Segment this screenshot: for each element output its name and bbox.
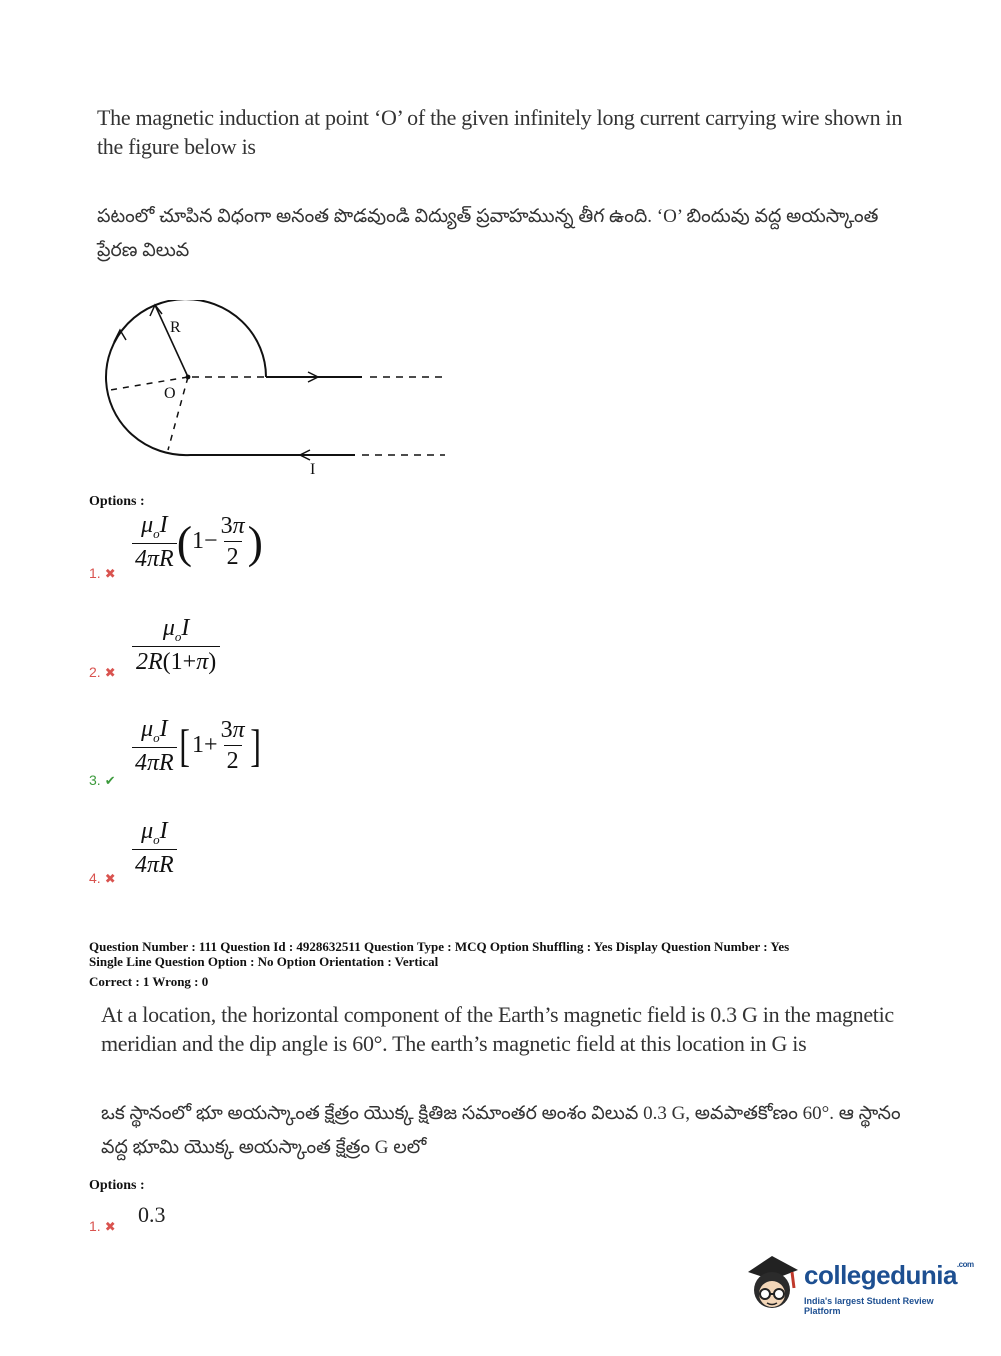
meta-line-1: Question Number : 111 Question Id : 4928632511 Question Type : MCQ Option Shuffling : Yes Display Question Number : Yes: [89, 939, 790, 954]
logo-tagline: India's largest Student Review Platform: [804, 1296, 934, 1316]
meta-line-2: Single Line Question Option : No Option Orientation : Vertical: [89, 954, 439, 969]
meta-line-3: Correct : 1 Wrong : 0: [89, 974, 209, 989]
option-4-formula[interactable]: $\frac{\mu_oI}{4\pi R}$: [132, 818, 177, 879]
options-label-2: Options :: [89, 1178, 145, 1193]
option-3-formula[interactable]: $\frac{\mu_oI}{4\pi R}$ [1+ $\frac{3\pi}{2}$ ]: [132, 716, 263, 777]
collegedunia-logo[interactable]: [742, 1248, 972, 1318]
option-4-number: 4. ✖: [89, 870, 116, 886]
option-3-number: 3. ✔: [89, 772, 116, 788]
options-label: Options :: [89, 494, 145, 509]
label-i: I: [310, 461, 316, 478]
label-r: R: [170, 319, 181, 336]
question-111-prev-english: The magnetic induction at point ‘O’ of the given infinitely long current carrying wire shown in the figure below is: [97, 105, 903, 159]
option-1-formula[interactable]: $\frac{\mu_oI}{4\pi R}$ (1− $\frac{3\pi}{2}$ ): [132, 512, 263, 573]
check-icon: ✔: [104, 773, 116, 788]
question-meta: [89, 939, 909, 989]
question-111-telugu: ఒక స్థానంలో భూ అయస్కాంత క్షేత్రం యొక్క క్షితిజ సమాంతర అంశం విలువ 0.3 G, అవపాతకోణం 60°. ఆ స్థానం వద్ద భూమి యొక్క అయస్కాంత క్షేత్రం G లలో: [101, 1103, 901, 1158]
wrong-icon: ✖: [104, 566, 116, 581]
wrong-icon: ✖: [104, 665, 116, 680]
q2-option-1-number: 1. ✖: [89, 1218, 116, 1234]
logo-name: collegedunia$^{.com}$: [804, 1260, 974, 1290]
question-111-english: At a location, the horizontal component of the Earth’s magnetic field is 0.3 G in the magnetic meridian and the dip angle is 60°. The earth’s magnetic field at this location in G is: [101, 1002, 894, 1056]
q2-option-1-value[interactable]: 0.3: [138, 1202, 166, 1227]
wrong-icon: ✖: [104, 1219, 116, 1234]
option-1-number: 1. ✖: [89, 565, 116, 581]
mascot-icon: [742, 1250, 802, 1314]
wrong-icon: ✖: [104, 871, 116, 886]
option-2-number: 2. ✖: [89, 664, 116, 680]
question-prev-telugu: పటంలో చూపిన విధంగా అనంత పొడవుండి విద్యుత్ ప్రవాహమున్న తీగ ఉంది. ‘O’ బిందువు వద్ద అయస్కాంత ప్రేరణ విలువ: [97, 206, 879, 261]
option-2-formula[interactable]: $\frac{\mu_oI}{2R(1+\pi)}$: [132, 615, 220, 676]
label-o: O: [164, 385, 176, 402]
wire-figure: [100, 300, 450, 480]
